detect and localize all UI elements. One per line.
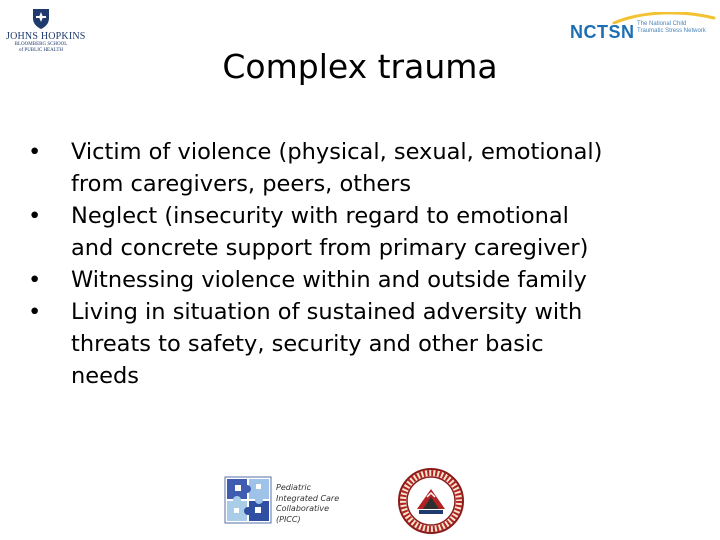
bullet-item xyxy=(28,296,708,392)
jhu-name: JOHNS HOPKINS xyxy=(6,31,86,42)
slide-title: Complex trauma xyxy=(222,47,498,86)
picc-text-line: Pediatric xyxy=(276,483,311,492)
bullet-text-line: Neglect (insecurity with regard to emotional xyxy=(71,203,569,229)
bullet-list xyxy=(28,136,708,392)
great-seal-icon xyxy=(397,467,465,535)
bullet-text-line: Witnessing violence within and outside family xyxy=(71,267,587,293)
bullet-text-line: threats to safety, security and other basic xyxy=(71,331,544,357)
nctsn-logo xyxy=(568,12,716,48)
university-shield-icon xyxy=(32,8,50,30)
nctsn-full-name-line: Traumatic Stress Network xyxy=(637,28,706,34)
bullet-text-line: from caregivers, peers, others xyxy=(71,171,412,197)
bullet-text-line: Victim of violence (physical, sexual, emotional) xyxy=(71,139,603,165)
bullet-marker: • xyxy=(28,139,42,165)
bullet-item xyxy=(28,200,708,264)
picc-logo xyxy=(224,474,364,530)
picc-text-line: Integrated Care xyxy=(276,493,340,503)
bullet-marker: • xyxy=(28,299,42,325)
bullet-item xyxy=(28,264,708,296)
picc-text-line: Collaborative xyxy=(276,504,330,513)
bullet-text-line: and concrete support from primary caregiver) xyxy=(71,235,589,261)
puzzle-icon xyxy=(224,474,272,526)
nctsn-acronym: NCTSN xyxy=(570,22,635,42)
bullet-marker: • xyxy=(28,267,42,293)
jhu-sub-line: of PUBLIC HEALTH xyxy=(19,48,63,53)
jhu-sub-line: BLOOMBERG SCHOOL xyxy=(14,42,68,47)
bullet-text-line: Living in situation of sustained adversity with xyxy=(71,299,583,325)
picc-text xyxy=(276,483,339,525)
bullet-text-line: needs xyxy=(71,363,139,389)
nctsn-full-name xyxy=(637,21,706,35)
nctsn-full-name-line: The National Child xyxy=(637,21,687,27)
bullet-item xyxy=(28,136,708,200)
picc-text-line: (PICC) xyxy=(276,514,301,524)
bullet-marker: • xyxy=(28,203,42,229)
